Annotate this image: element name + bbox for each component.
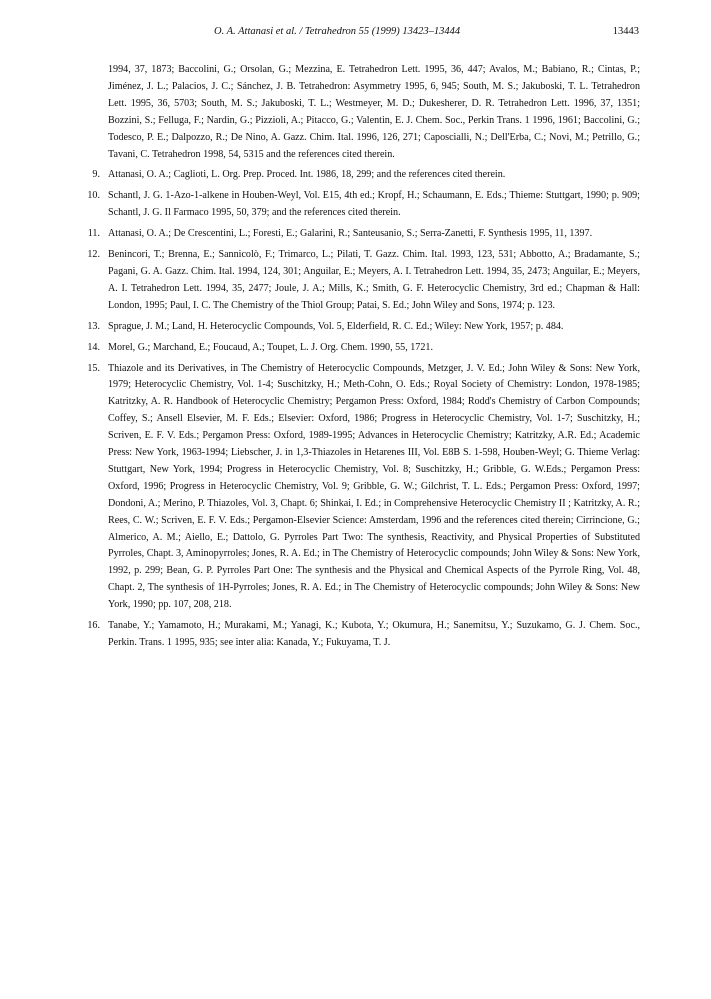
reference-number: 11. <box>87 228 100 240</box>
reference-text: Sprague, J. M.; Land, H. Heterocyclic Compounds, Vol. 5, Elderfield, R. C. Ed.; Wiley: New York, 1957; p. 484. <box>108 320 564 332</box>
reference-text: Benincori, T.; Brenna, E.; Sannicolò, F.; Trimarco, L.; Pilati, T. Gazz. Chim. Ital. 1993, 123, 531; Abbotto, A.; Bradamante, S.; Pagani, G. A. Gazz. Chim. Ital. 1994, 124, 301; Anguilar, E.; Meyers, A. I. Tetrahedron Lett. 1994, 35, 2473; Anguilar, E.; Meyers, A. I. Tetrahedron Lett. 1994, 35, 2477; Joule, J. A.; Mills, K.; Smith, G. F. Heterocyclic Chemistry, 3rd ed.; Chapman & Hall: London, 1995; Paul, I. C. The Chemistry of the Thiol Group; Patai, S. Ed.; John Wiley and Sons, 1974; p. 123. <box>108 249 640 311</box>
reference-text: Morel, G.; Marchand, E.; Foucaud, A.; Toupet, L. J. Org. Chem. 1990, 55, 1721. <box>108 341 433 353</box>
reference-item <box>87 361 640 615</box>
reference-item <box>87 319 640 336</box>
reference-number: 10. <box>87 190 100 202</box>
reference-text: Thiazole and its Derivatives, in The Chemistry of Heterocyclic Compounds, Metzger, J. V. Ed.; John Wiley & Sons: New York, 1979; Heterocyclic Chemistry, Vol. 1-4; Suschitzky, H.; Meth-Cohn, O. Eds.; Royal Society of Chemistry: London, 1978-1985; Katritzky, A. R. Handbook of Heterocyclic Chemistry; Pergamon Press: Oxford, 1984; Rodd's Chemistry of Carbon Compounds; Coffey, S.; Ansell Elsevier, M. F. Eds.; Elsevier: Oxford, 1986; Progress in Heterocyclic Chemistry, Vol. 1-7; Suschitzky, H.; Scriven, E. F. V. Eds.; Pergamon Press: Oxford, 1989-1995; Advances in Heterocyclic Chemistry; Katritzky, A.R. Ed.; Academic Press: New York, 1963-1994; Liebscher, J. in 1,3-Thiazoles in Hetarenes III, Vol. E8B S. 1-598, Houben-Weyl; G. Thieme Verlag: Stuttgart, New York, 1994; Progress in Heterocyclic Chemistry, Vol. 8; Suschitzky, H.; Gribble, G. W.Eds.; Pergamon Press: Oxford, 1996; Progress in Heterocyclic Chemistry, Vol. 9; Gribble, G. W.; Gilchrist, T. L. Eds.; Pergamon Press: Oxford, 1997; Dondoni, A.; Merino, P. Thiazoles, Vol. 3, Chapt. 6; Shinkai, I. Ed.; in Comprehensive Heterocyclic Chemistry II ; Katritzky, A. R.; Rees, C. W.; Scriven, E. F. V. Eds.; Pergamon-Elsevier Science: Amsterdam, 1996 and the references cited therein; Cirrincione, G.; Almerico, A. M.; Aiello, E.; Dattolo, G. Pyrroles Part Two: The synthesis, Reactivity, and Physical Properties of Substituted Pyrroles, Chapt. 3, Aminopyrroles; Jones, R. A. Ed.; in The Chemistry of Heterocyclic compounds; John Wiley & Sons: New York, 1992, p. 299; Bean, G. P. Pyrroles Part One: The synthesis and the Physical and Chemical Aspects of the Pyrrole Ring, Vol. 48, Chapt. 2, The synthesis of 1H-Pyrroles; Jones, R. A. Ed.; in The Chemistry of Heterocyclic compounds; John Wiley & Sons: New York, 1990; pp. 107, 208, 218. <box>108 362 640 611</box>
reference-number: 16. <box>87 620 100 632</box>
reference-text: Attanasi, O. A.; Caglioti, L. Org. Prep. Proced. Int. 1986, 18, 299; and the references cited therein. <box>108 169 506 181</box>
reference-number: 9. <box>92 169 100 181</box>
reference-number: 15. <box>87 362 100 374</box>
reference-text: Schantl, J. G. 1-Azo-1-alkene in Houben-Weyl, Vol. E15, 4th ed.; Kropf, H.; Schaumann, E. Eds.; Thieme: Stuttgart, 1990; p. 909; Schantl, J. G. Il Farmaco 1995, 50, 379; and the references cited therein. <box>108 190 640 219</box>
reference-item <box>87 247 640 315</box>
reference-item <box>87 188 640 222</box>
reference-item <box>87 226 640 243</box>
reference-item <box>92 167 640 184</box>
reference-item <box>87 340 640 357</box>
reference-item <box>108 62 640 163</box>
reference-list <box>87 62 640 656</box>
reference-text: Tanabe, Y.; Yamamoto, H.; Murakami, M.; Yanagi, K.; Kubota, Y.; Okumura, H.; Sanemitsu, Y.; Suzukamo, G. J. Chem. Soc., Perkin. Trans. 1 1995, 935; see inter alia: Kanada, Y.; Fukuyama, T. J. <box>108 620 640 648</box>
reference-text: 1994, 37, 1873; Baccolini, G.; Orsolan, G.; Mezzina, E. Tetrahedron Lett. 1995, 36, 447; Avalos, M.; Babiano, R.; Cintas, P.; Jiménez, J. L.; Palacios, J. C.; Sánchez, J. B. Tetrahedron: Asymmetry 1995, 6, 945; South, M. S.; Jakuboski, T. L. Tetrahedron Lett. 1995, 36, 5703; South, M. S.; Jakuboski, T. L.; Westmeyer, M. D.; Dukesherer, D. R. Tetrahedron Lett. 1996, 37, 1351; Bozzini, S.; Felluga, F.; Nardin, G.; Pizzioli, A.; Pitacco, G.; Valentin, E. J. Chem. Soc., Perkin Trans. 1 1996, 1961; Baccolini, G.; Todesco, P. E.; Dalpozzo, R.; De Nino, A. Gazz. Chim. Ital. 1996, 126, 271; Caposcialli, N.; Dell'Erba, C.; Novi, M.; Petrillo, G.; Tavani, C. Tetrahedron 1998, 54, 5315 and the references cited therein. <box>108 64 640 160</box>
reference-text: Attanasi, O. A.; De Crescentini, L.; Foresti, E.; Galarini, R.; Santeusanio, S.; Serra-Zanetti, F. Synthesis 1995, 11, 1397. <box>108 228 593 240</box>
reference-number: 14. <box>87 341 100 353</box>
reference-item <box>87 618 640 652</box>
running-header <box>0 26 711 46</box>
running-head: O. A. Attanasi et al. / Tetrahedron 55 (1999) 13423–13444 <box>214 26 461 37</box>
reference-number: 13. <box>87 320 100 332</box>
reference-number: 12. <box>87 249 100 261</box>
page-number: 13443 <box>612 26 639 37</box>
